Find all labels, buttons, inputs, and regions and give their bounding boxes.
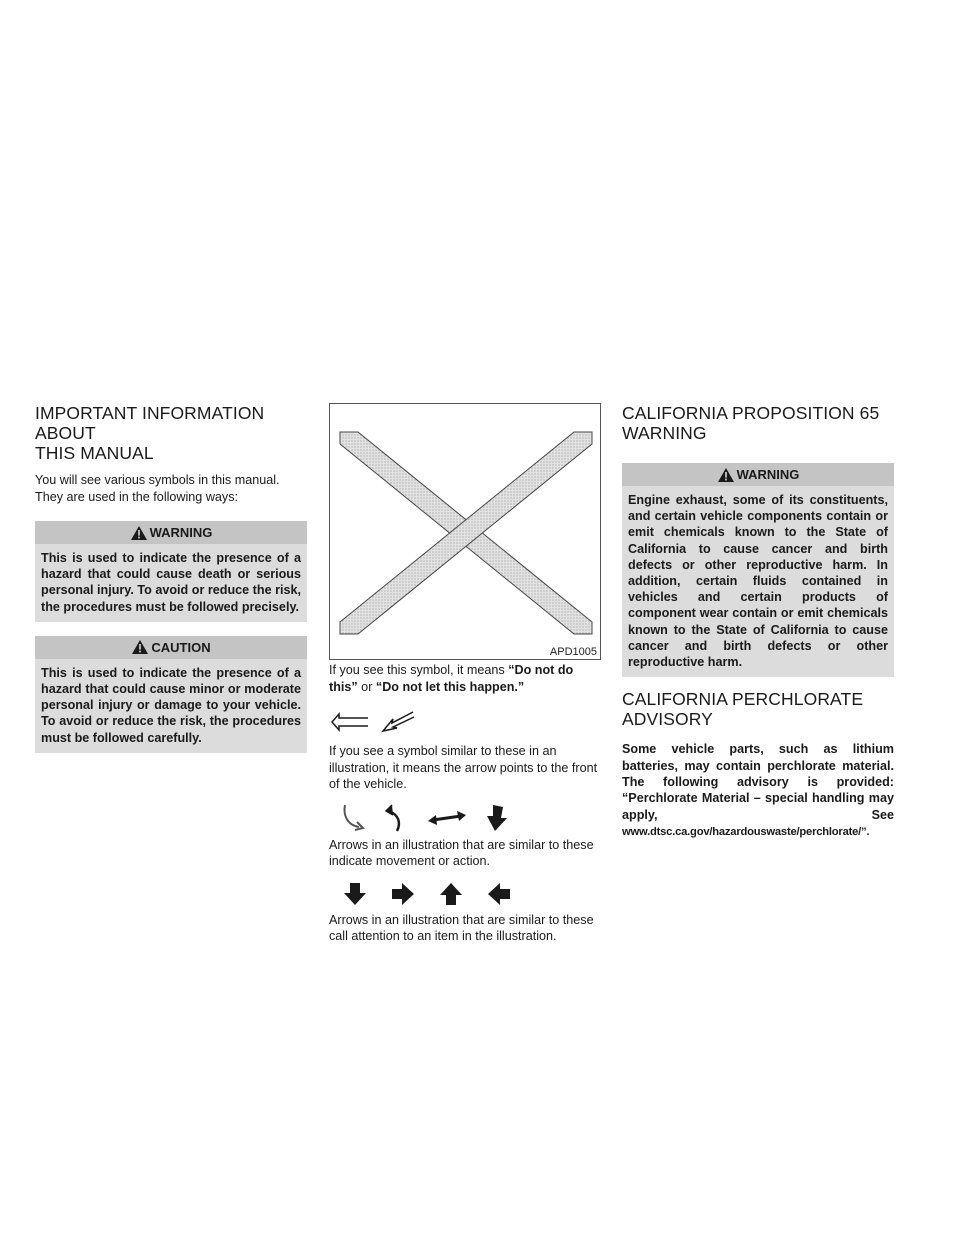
prop65-title-line-2: WARNING — [622, 423, 707, 443]
movement-arrow-icons — [341, 803, 603, 833]
bold-arrow-down-icon — [485, 804, 509, 832]
perchlorate-advisory-text — [622, 741, 894, 840]
movement-text: Arrows in an illustration that are similar to these indicate movement or action. — [329, 837, 594, 868]
curved-arrow-up-icon — [383, 803, 405, 833]
arrow-up-icon — [439, 882, 463, 906]
intro-text: You will see various symbols in this manual. They are used in the following ways: — [35, 473, 280, 504]
caution-text: This is used to indicate the presence of a hazard that could cause minor or moderate personal injury or damage to your vehicle. To avoid or reduce the risk, the procedures must be followed carefully. — [41, 665, 301, 745]
perchlorate-url: www.dtsc.ca.gov/hazardouswaste/perchlorate/”. — [622, 826, 870, 839]
double-arrow-icon — [427, 808, 467, 828]
title-line-2: THIS MANUAL — [35, 443, 154, 463]
warning-triangle-icon — [130, 525, 148, 541]
caution-box — [35, 636, 307, 753]
attention-arrow-icons — [343, 882, 603, 906]
front-arrow-icon — [330, 712, 370, 732]
curved-arrow-down-icon — [341, 803, 367, 833]
x-symbol-text — [329, 662, 603, 695]
section-title-important-info — [35, 403, 307, 463]
title-line-1: IMPORTANT INFORMATION ABOUT — [35, 403, 265, 443]
warning-box — [35, 521, 307, 622]
front-arrow-icons — [330, 709, 603, 735]
figure-code: APD1005 — [549, 646, 597, 658]
perchlorate-title-line-1: CALIFORNIA PERCHLORATE — [622, 689, 864, 710]
prop65-warning-label: WARNING — [736, 467, 800, 482]
column-middle — [329, 403, 603, 945]
prop65-warning-triangle-icon — [717, 467, 735, 483]
section-title-perchlorate — [622, 689, 894, 729]
x-mark-icon — [330, 404, 602, 661]
warning-text: This is used to indicate the presence of a hazard that could cause death or serious personal injury. To avoid or reduce the risk, the procedures must be followed precisely. — [41, 551, 301, 614]
prop65-warning-text: Engine exhaust, some of its constituents, and certain vehicle components contain or emit chemicals known to the State of California to cause cancer and birth defects or other reproductive harm. In addition, certain fluids contained in vehicles and certain products of component wear contain or emit chemicals known to the State of California to cause cancer and birth defects or other reproductive harm. — [628, 493, 888, 670]
warning-label: WARNING — [149, 525, 213, 540]
caution-box-header — [35, 636, 307, 659]
front-arrow-angled-icon — [380, 709, 416, 735]
prop65-warning-box — [622, 463, 894, 677]
perchlorate-title-line-2: ADVISORY — [622, 709, 713, 730]
prop65-title-line-1: CALIFORNIA PROPOSITION 65 — [622, 403, 880, 423]
attention-text: Arrows in an illustration that are similar to these call attention to an item in the illustration. — [329, 912, 594, 943]
warning-box-header — [35, 521, 307, 544]
x-text-prefix: If you see this symbol, it means — [329, 663, 509, 677]
column-left — [35, 403, 307, 753]
arrow-right-icon — [391, 882, 415, 906]
x-text-bold-1: “Do not do this” — [329, 663, 574, 694]
arrow-down-icon — [343, 882, 367, 906]
caution-label: CAUTION — [151, 639, 211, 655]
section-title-prop65 — [622, 403, 894, 443]
front-arrow-text: If you see a symbol similar to these in an illustration, it means the arrow points to the front of the vehicle. — [329, 744, 598, 791]
x-text-bold-2: “Do not let this happen.” — [375, 679, 525, 694]
caution-triangle-icon — [131, 639, 149, 655]
prop65-warning-header — [622, 463, 894, 486]
x-text-or: or — [357, 679, 376, 694]
arrow-left-icon — [487, 882, 511, 906]
x-symbol-figure — [329, 403, 601, 660]
column-right — [622, 403, 894, 841]
perchlorate-text: Some vehicle parts, such as lithium batteries, may contain perchlorate material. The following advisory is provided: “Perchlorate Material – special handling may apply, See — [622, 742, 894, 822]
